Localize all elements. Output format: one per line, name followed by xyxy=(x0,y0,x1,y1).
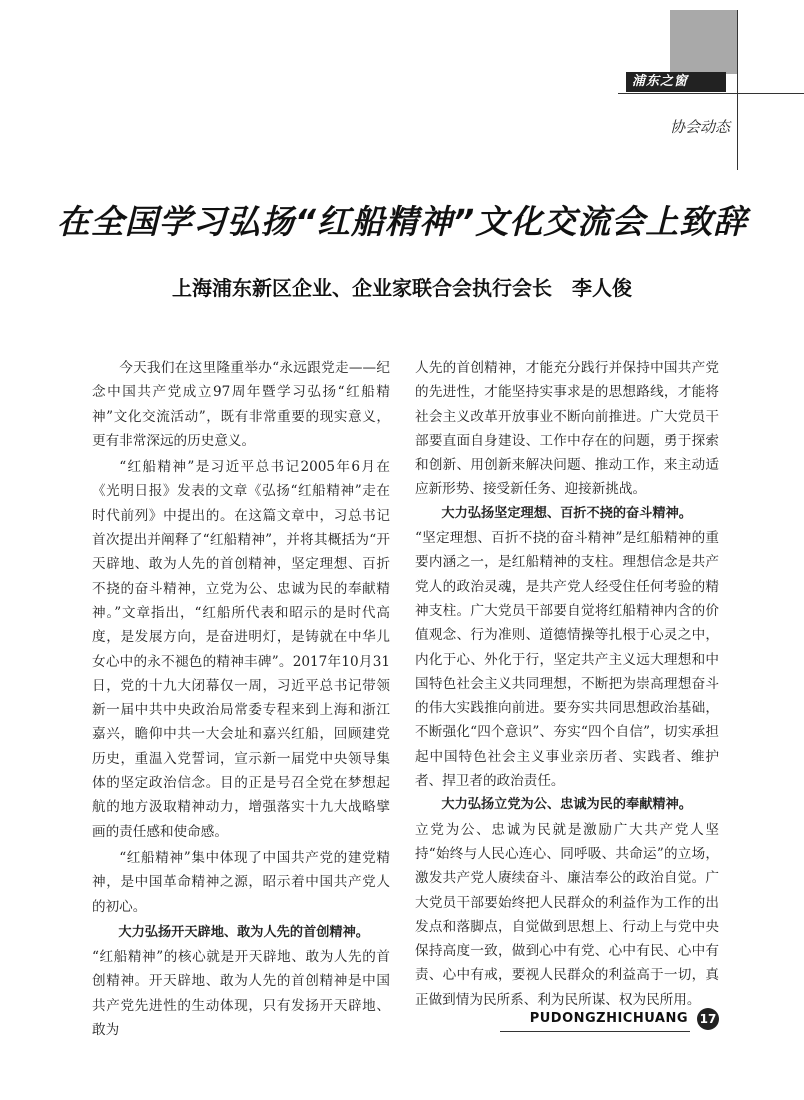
paragraph: “红船精神”是习近平总书记2005年6月在《光明日报》发表的文章《弘扬“红船精神”走在时代前列》中提出的。在这篇文章中，习总书记首次提出并阐释了“红船精神”，并将其概括为“开天辟地、敢为人先的首创精神，坚定理想、百折不挠的奋斗精神，立党为公、忠诚为民的奉献精神。”文章指出，“红船所代表和昭示的是时代高度，是发展方向，是奋进明灯，是铸就在中华儿女心中的永不褪色的精神丰碑”。2017年10月31日，党的十九大闭幕仅一周，习近平总书记带领新一届中共中央政治局常委专程来到上海和浙江嘉兴，瞻仰中共一大会址和嘉兴红船，回顾建党历史，重温入党誓词，宣示新一届党中央领导集体的坚定政治信念。目的正是号召全党在梦想起航的地方汲取精神动力，增强落实十九大战略擘画的责任感和使命感。 xyxy=(92,459,390,840)
paragraph: “红船精神”的核心就是开天辟地、敢为人先的首创精神。开天辟地、敢为人先的首创精神是中国共产党先进性的生动体现，只有发扬开天辟地、敢为 xyxy=(92,949,390,1039)
corner-decoration xyxy=(670,10,737,74)
article-byline: 上海浦东新区企业、企业家联合会执行会长 李人俊 xyxy=(172,276,632,300)
left-text-column xyxy=(92,356,390,1042)
article-title: 在全国学习弘扬“红船精神”文化交流会上致辞 xyxy=(56,202,748,241)
section-heading: 大力弘扬坚定理想、百折不挠的奋斗精神。 xyxy=(441,505,692,521)
section-tag: 协会动态 xyxy=(669,118,730,136)
header-vertical-rule xyxy=(737,10,738,170)
paragraph: “坚定理想、百折不挠的奋斗精神”是红船精神的重要内涵之一，是红船精神的支柱。理想信念是共产党人的政治灵魂，是共产党人经受住任何考验的精神支柱。广大党员干部要自觉将红船精神内含的价值观念、行为准则、道德情操等扎根于心灵之中，内化于心、外化于行，坚定共产主义远大理想和中国特色社会主义共同理想，不断把为崇高理想奋斗的伟大实践推向前进。要夯实共同思想政治基础，不断强化“四个意识”、夯实“四个自信”，切实承担起中国特色社会主义事业亲历者、实践者、维护者、捍卫者的政治责任。 xyxy=(415,530,719,790)
paragraph: 今天我们在这里隆重举办“永远跟党走——纪念中国共产党成立97周年暨学习弘扬“红船精神”文化交流活动”，既有非常重要的现实意义，更有非常深远的历史意义。 xyxy=(92,360,390,449)
paragraph: 人先的首创精神，才能充分践行并保持中国共产党的先进性，才能坚持实事求是的思想路线，才能将社会主义改革开放事业不断向前推进。广大党员干部要直面自身建设、工作中存在的问题，勇于探索和创新、用创新来解决问题、推动工作，来主动适应新形势、接受新任务、迎接新挑战。 xyxy=(415,360,719,498)
paragraph: 立党为公、忠诚为民就是激励广大共产党人坚持“始终与人民心连心、同呼吸、共命运”的立场，激发共产党人赓续奋斗、廉洁奉公的政治自觉。广大党员干部要始终把人民群众的利益作为工作的出发点和落脚点，自觉做到思想上、行动上与党中央保持高度一致，做到心中有党、心中有民、心中有责、心中有戒，要视人民群众的利益高于一切，真正做到情为民所系、利为民所谋、权为民所用。 xyxy=(415,821,719,1008)
footer-magazine-name: PUDONGZHICHUANG xyxy=(529,1011,688,1026)
page-number: 17 xyxy=(697,1008,719,1030)
paragraph: “红船精神”集中体现了中国共产党的建党精神，是中国革命精神之源，昭示着中国共产党人的初心。 xyxy=(92,849,390,915)
section-heading: 大力弘扬开天辟地、敢为人先的首创精神。 xyxy=(118,924,369,940)
magazine-brand-badge: 浦东之窗 xyxy=(626,72,726,92)
footer-rule xyxy=(500,1031,690,1032)
header-horizontal-rule xyxy=(618,93,804,94)
right-text-column xyxy=(415,356,719,1012)
section-heading: 大力弘扬立党为公、忠诚为民的奉献精神。 xyxy=(441,797,692,813)
